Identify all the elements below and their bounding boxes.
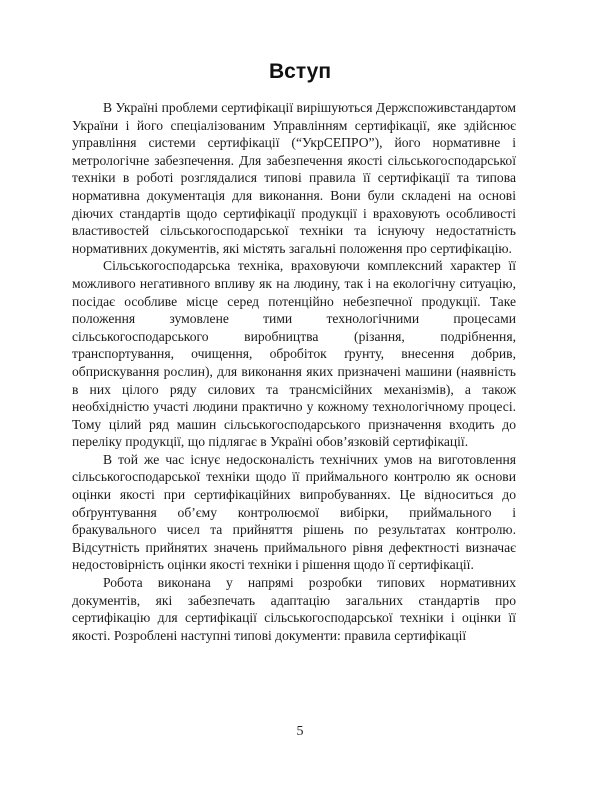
paragraph: В той же час існує недосконалість технічних умов на виготовлення сільськогосподарської техніки щодо її приймального контролю як основи оцінки якості при сертифікаційних випробуваннях. Це відноситься до обґрунтування об’єму контролюємої вибірки, приймального і бракувального чисел та прийняття рішень по результатах контролю. Відсутність прийнятих значень приймального рівня дефектності визначає недостовірність оцінки якості техніки і рішення щодо її сертифікації. (72, 451, 516, 573)
paragraph: Робота виконана у напрямі розробки типових нормативних документів, які забезпечать адаптацію загальних стандартів про сертифікацію для сертифікації сільськогосподарської техніки і оцінки її якості. Розроблені наступні типові документи: правила сертифікації (72, 575, 516, 643)
page-number: 5 (296, 724, 304, 739)
page-title: Вступ (268, 60, 331, 83)
paragraph: В Україні проблеми сертифікації вирішуються Держспоживстандартом України і його спеціалізованим Управлінням сертифікації, яке здійснює управління системи сертифікації (“УкрСЕПРО”), його нормативне і метрологічне забезпечення. Для забезпечення якості сільськогосподарської техніки в роботі розглядалися типові правила її сертифікації та типова нормативна документація для виконання. Вони були складені на основі діючих стандартів щодо сертифікації продукції і враховують особливості властивостей сільськогосподарської техніки та існуючу недостатність нормативних документів, які містять загальні положення про сертифікацію. (72, 100, 516, 256)
body-text (72, 99, 516, 644)
paragraph: Сільськогосподарська техніка, враховуючи комплексний характер її можливого негативного впливу як на людину, так і на екологічну ситуацію, посідає особливе місце серед потенційно небезпечної продукції. Таке положення зумовлене тими технологічними процесами сільськогосподарського виробництва (різання, подрібнення, транспортування, очищення, обробіток ґрунту, внесення добрив, обприскування рослин), для виконання яких призначені машини (наявність в них цілого ряду силових та трансмісійних механізмів), а також необхідністю участі людини практично у кожному технологічному процесі. Тому цілий ряд машин сільськогосподарського призначення входить до переліку продукції, що підлягає в Україні обов’язковій сертифікації. (72, 258, 516, 450)
